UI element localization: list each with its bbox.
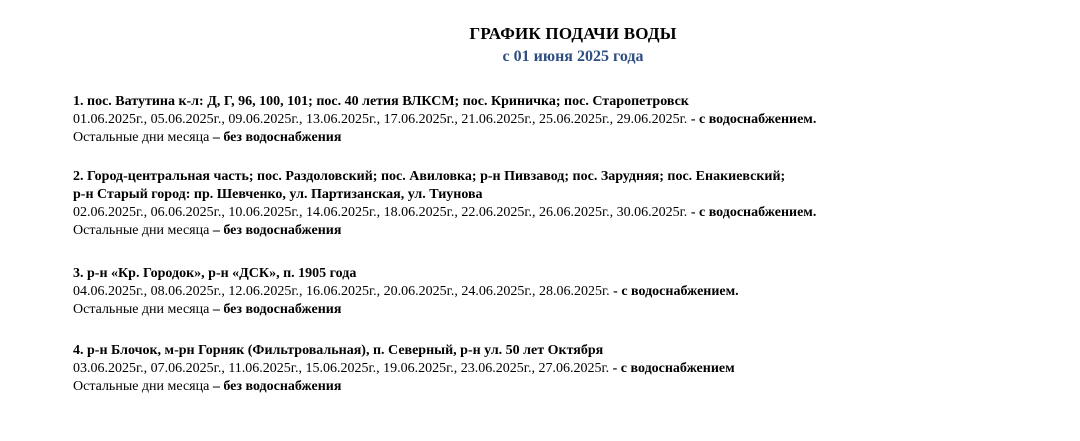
rest-days-line — [73, 129, 1073, 147]
section-heading: 3. р-н «Кр. Городок», р-н «ДСК», п. 1905 года — [73, 266, 357, 281]
rest-days-status: – без водоснабжения — [212, 302, 342, 317]
supply-status: - с водоснабжением. — [687, 112, 817, 127]
supply-dates: 02.06.2025г., 06.06.2025г., 10.06.2025г., 14.06.2025г., 18.06.2025г., 22.06.2025г., 26.06.2025г., 30.06.2025г. — [73, 205, 688, 220]
page-subtitle: с 01 июня 2025 года — [502, 48, 644, 65]
schedule-section-2 — [73, 168, 1073, 240]
schedule-section-3 — [73, 265, 1073, 319]
schedule-section-4 — [73, 342, 1073, 396]
rest-days-label: Остальные дни месяца — [73, 379, 213, 394]
rest-days-label: Остальные дни месяца — [73, 130, 213, 145]
section-heading: 4. р-н Блочок, м-рн Горняк (Фильтровальная), п. Северный, р-н ул. 50 лет Октября — [73, 343, 604, 358]
rest-days-status: – без водоснабжения — [212, 223, 342, 238]
rest-days-status: – без водоснабжения — [212, 379, 342, 394]
supply-status: - с водоснабжением. — [609, 284, 739, 299]
page-title: ГРАФИК ПОДАЧИ ВОДЫ — [469, 24, 677, 43]
section-heading: 2. Город-центральная часть; пос. Раздоловский; пос. Авиловка; р-н Пивзавод; пос. Зарудняя; пос. Енакиевский; — [73, 169, 786, 184]
supply-dates: 01.06.2025г., 05.06.2025г., 09.06.2025г., 13.06.2025г., 17.06.2025г., 21.06.2025г., 25.06.2025г., 29.06.2025г. — [73, 112, 688, 127]
rest-days-label: Остальные дни месяца — [73, 302, 213, 317]
rest-days-line — [73, 301, 1073, 319]
supply-status: - с водоснабжением — [609, 361, 735, 376]
rest-days-line — [73, 378, 1073, 396]
rest-days-label: Остальные дни месяца — [73, 223, 213, 238]
supply-dates-line — [73, 360, 1073, 378]
supply-dates-line — [73, 111, 1073, 129]
supply-dates-line — [73, 204, 1073, 222]
supply-dates: 03.06.2025г., 07.06.2025г., 11.06.2025г., 15.06.2025г., 19.06.2025г., 23.06.2025г., 27.06.2025г. — [73, 361, 610, 376]
section-heading-continued: р-н Старый город: пр. Шевченко, ул. Партизанская, ул. Тиунова — [73, 187, 483, 202]
schedule-section-1 — [73, 93, 1073, 147]
rest-days-status: – без водоснабжения — [212, 130, 342, 145]
supply-dates: 04.06.2025г., 08.06.2025г., 12.06.2025г., 16.06.2025г., 20.06.2025г., 24.06.2025г., 28.06.2025г. — [73, 284, 610, 299]
supply-dates-line — [73, 283, 1073, 301]
section-heading: 1. пос. Ватутина к-л: Д, Г, 96, 100, 101; пос. 40 летия ВЛКСМ; пос. Криничка; пос. Старопетровск — [73, 94, 689, 109]
rest-days-line — [73, 222, 1073, 240]
supply-status: - с водоснабжением. — [687, 205, 817, 220]
